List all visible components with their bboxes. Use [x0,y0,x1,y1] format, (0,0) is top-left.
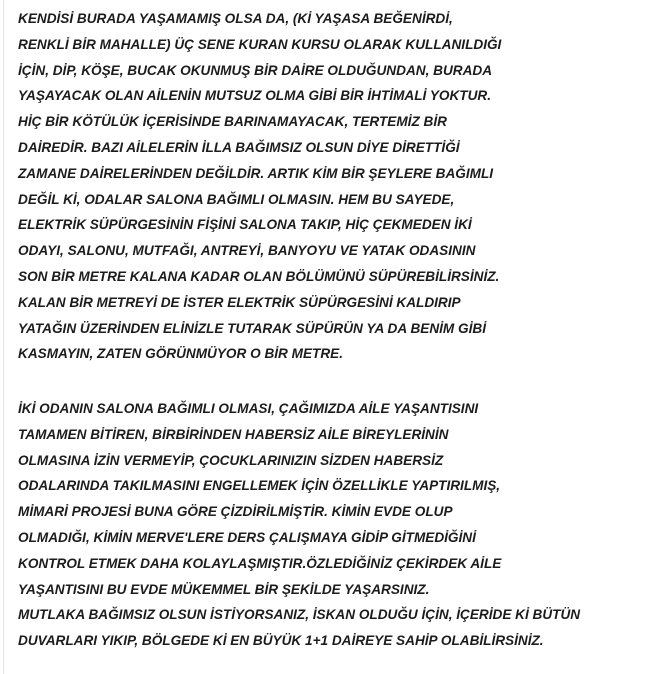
text-line: KASMAYIN, ZATEN GÖRÜNMÜYOR O BİR METRE. [18,346,343,362]
text-line: DEĞİL Kİ, ODALAR SALONA BAĞIMLI OLMASIN. HEM BU SAYEDE, [18,191,455,207]
text-line: KONTROL ETMEK DAHA KOLAYLAŞMIŞTIR.ÖZLEDİĞİNİZ ÇEKİRDEK AİLE [18,555,502,571]
text-line: OLMASINA İZİN VERMEYİP, ÇOCUKLARINIZIN SİZDEN HABERSİZ [18,452,444,468]
text-line: YAŞAYACAK OLAN AİLENİN MUTSUZ OLMA GİBİ BİR İHTİMALİ YOKTUR. [18,88,491,104]
text-line: YAŞANTISINI BU EVDE MÜKEMMEL BİR ŞEKİLDE YAŞARSINIZ. [18,581,430,597]
text-line: MUTLAKA BAĞIMSIZ OLSUN İSTİYORSANIZ, İSKAN OLDUĞU İÇİN, İÇERİDE Kİ BÜTÜN [18,607,581,623]
text-line: İKİ ODANIN SALONA BAĞIMLI OLMASI, ÇAĞIMIZDA AİLE YAŞANTISINI [18,401,479,416]
text-line: DAİREDİR. BAZI AİLELERİN İLLA BAĞIMSIZ OLSUN DİYE DİRETTİĞİ [18,139,460,155]
text-line: KALAN BİR METREYİ DE İSTER ELEKTRİK SÜPÜRGESİNİ KALDIRIP [18,294,461,310]
text-line: ODALARINDA TAKILMASINI ENGELLEMEK İÇİN ÖZELLİKLE YAPTIRILMIŞ, [18,478,501,494]
paragraph-1 [18,6,501,367]
text-line: ZAMANE DAİRELERİNDEN DEĞİLDİR. ARTIK KİM BİR ŞEYLERE BAĞIMLI [18,165,494,181]
text-line: KENDİSİ BURADA YAŞAMAMIŞ OLSA DA, (Kİ YAŞASA BEĞENİRDİ, [18,11,453,26]
text-line: SON BİR METRE KALANA KADAR OLAN BÖLÜMÜNÜ SÜPÜREBİLİRSİNİZ. [18,268,500,284]
text-line: ELEKTRİK SÜPÜRGESİNİN FİŞİNİ SALONA TAKIP, HİÇ ÇEKMEDEN İKİ [18,217,472,233]
paragraph-2 [18,396,580,654]
text-line: RENKLİ BİR MAHALLE) ÜÇ SENE KURAN KURSU OLARAK KULLANILDIĞI [18,36,502,52]
text-line: ODAYI, SALONU, MUTFAĞI, ANTREYİ, BANYOYU VE YATAK ODASININ [18,243,476,259]
text-line: OLMADIĞI, KİMİN MERVE'LERE DERS ÇALIŞMAYA GİDİP GİTMEDİĞİNİ [18,529,476,545]
text-line: İÇİN, DİP, KÖŞE, BUCAK OKUNMUŞ BİR DAİRE OLDUĞUNDAN, BURADA [18,62,493,78]
text-line: YATAĞIN ÜZERİNDEN ELİNİZLE TUTARAK SÜPÜRÜN YA DA BENİM GİBİ [18,320,486,336]
text-line: DUVARLARI YIKIP, BÖLGEDE Kİ EN BÜYÜK 1+1 DAİREYE SAHİP OLABİLİRSİNİZ. [18,633,544,649]
text-line: HİÇ BİR KÖTÜLÜK İÇERİSİNDE BARINAMAYACAK, TERTEMİZ BİR [18,114,447,130]
left-border-rule [3,0,4,674]
text-line: MİMARİ PROJESİ BUNA GÖRE ÇİZDİRİLMİŞTİR. KİMİN EVDE OLUP [18,504,453,520]
text-line: TAMAMEN BİTİREN, BİRBİRİNDEN HABERSİZ AİLE BİREYLERİNİN [18,426,449,442]
